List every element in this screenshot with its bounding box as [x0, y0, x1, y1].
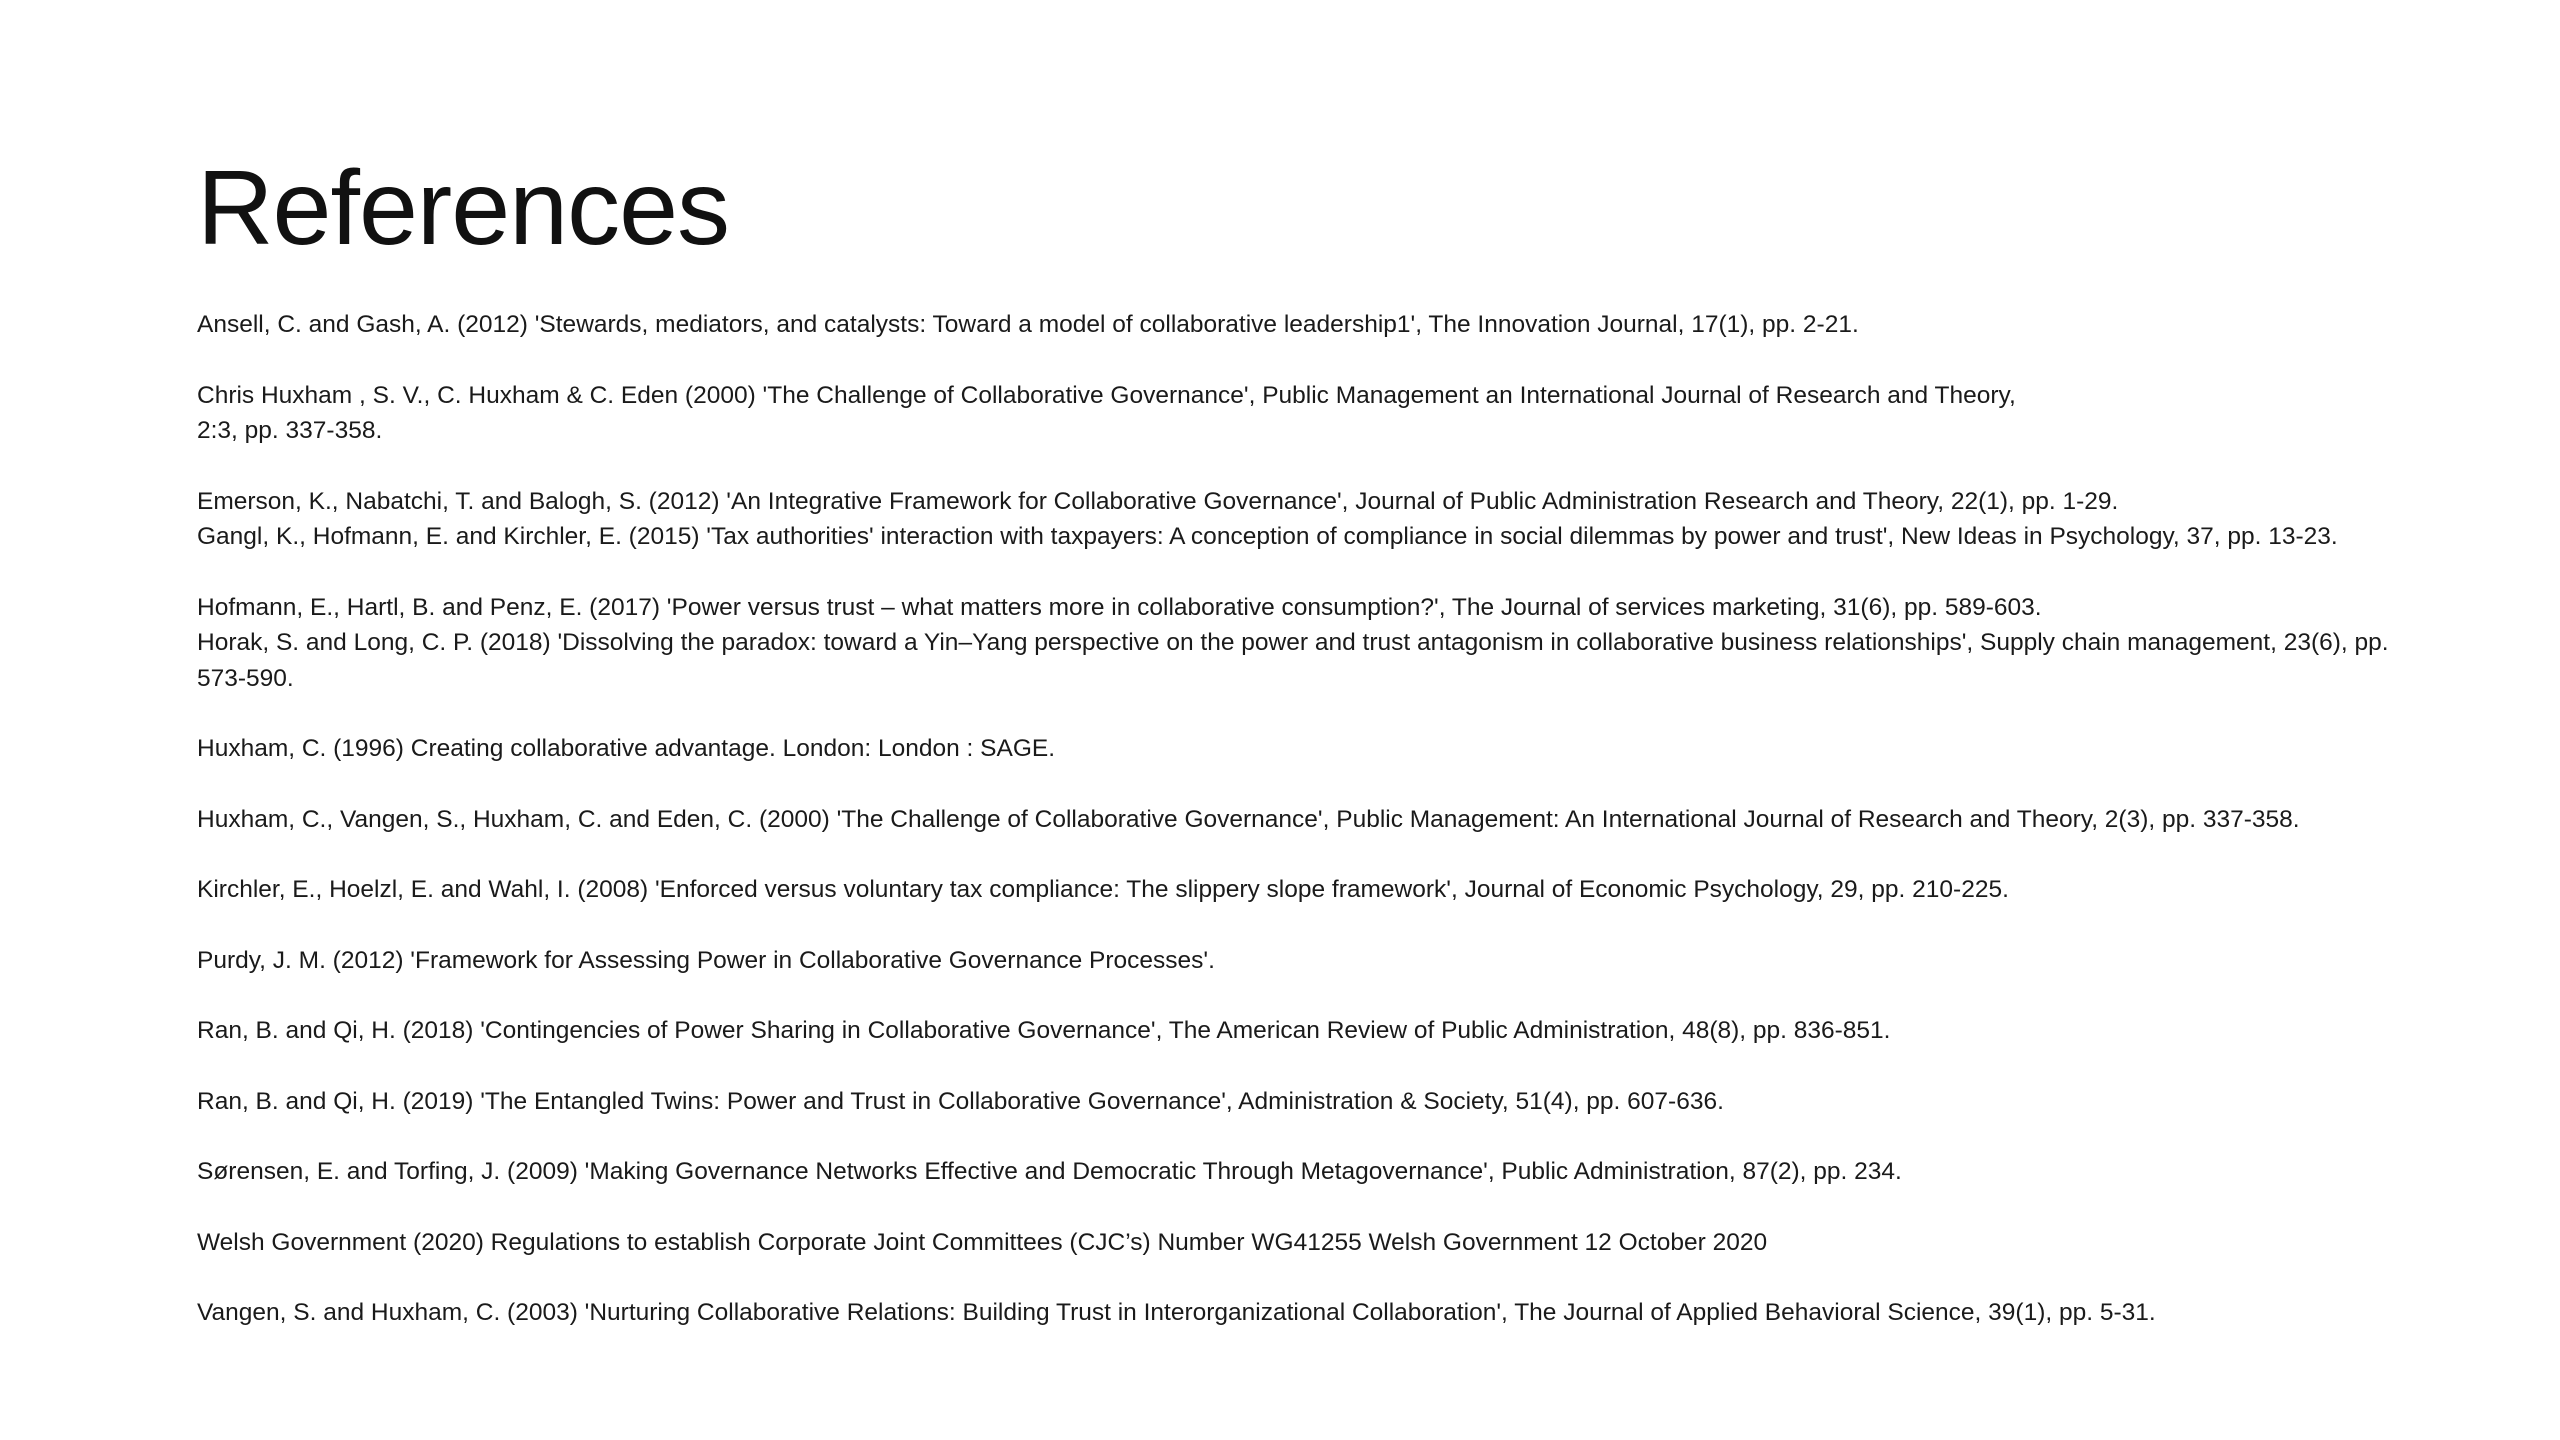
- reference-item: Ran, B. and Qi, H. (2018) 'Contingencies of Power Sharing in Collaborative Governance', The American Review of Public Administration, 48(8), pp. 836-851.: [197, 1017, 1891, 1044]
- reference-group: [197, 802, 2437, 838]
- reference-item: Emerson, K., Nabatchi, T. and Balogh, S. (2012) 'An Integrative Framework for Collaborative Governance', Journal of Public Administration Research and Theory, 22(1), pp. 1-29.: [197, 487, 2119, 515]
- reference-item: Purdy, J. M. (2012) 'Framework for Assessing Power in Collaborative Governance Processes'.: [197, 946, 1215, 974]
- reference-group: [197, 1225, 2437, 1261]
- reference-item: Kirchler, E., Hoelzl, E. and Wahl, I. (2008) 'Enforced versus voluntary tax compliance: The slippery slope framework', Journal of Economic Psychology, 29, pp. 210-225.: [197, 876, 2009, 903]
- reference-item: Huxham, C. (1996) Creating collaborative advantage. London: London : SAGE.: [197, 735, 1056, 762]
- reference-item: Welsh Government (2020) Regulations to establish Corporate Joint Committees (CJC’s) Number WG41255 Welsh Government 12 October 2020: [197, 1228, 1768, 1256]
- reference-item: Hofmann, E., Hartl, B. and Penz, E. (2017) 'Power versus trust – what matters more in collaborative consumption?', The Journal of services marketing, 31(6), pp. 589-603.: [197, 593, 2042, 621]
- reference-group: [197, 307, 2437, 343]
- reference-item: Huxham, C., Vangen, S., Huxham, C. and Eden, C. (2000) 'The Challenge of Collaborative Governance', Public Management: An International Journal of Research and Theory, 2(3), pp. 337-358.: [197, 805, 2300, 833]
- reference-group: [197, 378, 2437, 449]
- reference-item: Gangl, K., Hofmann, E. and Kirchler, E. (2015) 'Tax authorities' interaction with taxpayers: A conception of compliance in social dilemmas by power and trust', New Ideas in Psychology, 37, pp. 13-23.: [197, 523, 2338, 550]
- reference-item: Ran, B. and Qi, H. (2019) 'The Entangled Twins: Power and Trust in Collaborative Governance', Administration & Society, 51(4), pp. 607-636.: [197, 1087, 1724, 1115]
- reference-item: Horak, S. and Long, C. P. (2018) 'Dissolving the paradox: toward a Yin–Yang perspective on the power and trust antagonism in collaborative business relationships', Supply chain management, 23(6), pp. 573-590.: [197, 629, 2389, 692]
- reference-group: [197, 1154, 2437, 1190]
- reference-item: Ansell, C. and Gash, A. (2012) 'Stewards, mediators, and catalysts: Toward a model of collaborative leadership1', The Innovation Journal, 17(1), pp. 2-21.: [197, 311, 1859, 338]
- reference-group: [197, 872, 2437, 908]
- reference-item: Vangen, S. and Huxham, C. (2003) 'Nurturing Collaborative Relations: Building Trust in Interorganizational Collaboration', The Journal of Applied Behavioral Science, 39(1), pp. 5-31.: [197, 1299, 2156, 1326]
- reference-group: [197, 1084, 2437, 1120]
- reference-item: Chris Huxham , S. V., C. Huxham & C. Eden (2000) 'The Challenge of Collaborative Governance', Public Management an International Journal of Research and Theory, 2:3, pp. 337-358.: [197, 381, 2016, 444]
- reference-group: [197, 1013, 2437, 1049]
- references-list: [197, 307, 2437, 1366]
- reference-group: [197, 590, 2437, 697]
- reference-group: [197, 731, 2437, 767]
- reference-group: [197, 484, 2437, 555]
- slide-title: References: [197, 149, 730, 267]
- reference-group: [197, 943, 2437, 979]
- reference-group: [197, 1295, 2437, 1331]
- reference-item: Sørensen, E. and Torfing, J. (2009) 'Making Governance Networks Effective and Democratic Through Metagovernance', Public Administration, 87(2), pp. 234.: [197, 1158, 1902, 1185]
